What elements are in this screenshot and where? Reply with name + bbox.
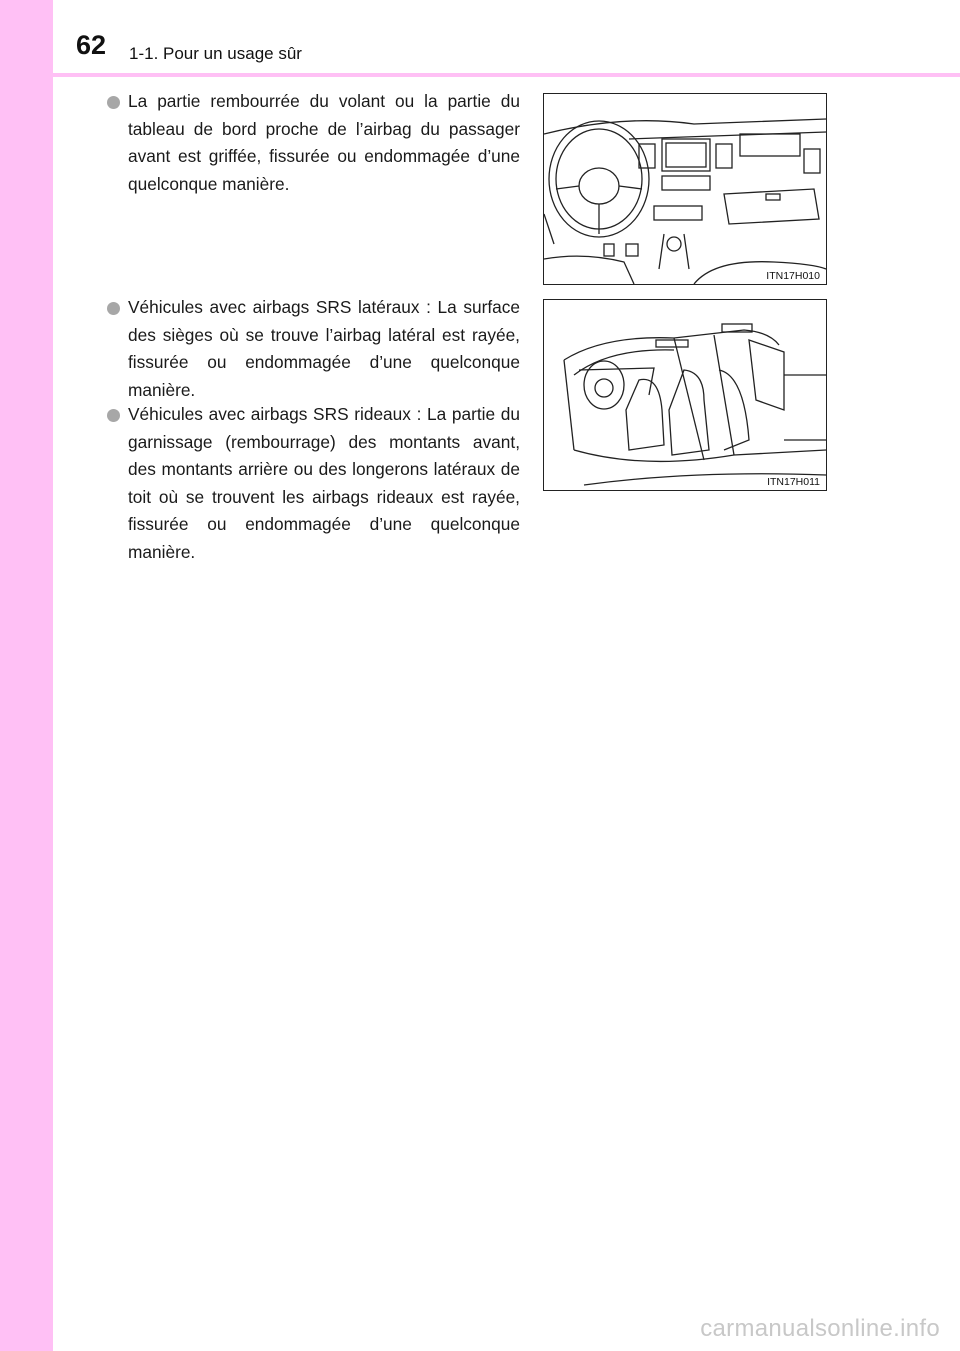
section-title: 1-1. Pour un usage sûr xyxy=(129,44,302,63)
figure-code: ITN17H011 xyxy=(767,476,820,488)
side-color-band xyxy=(0,0,53,1351)
bullet-text: La partie rembourrée du volant ou la partie du tableau de bord proche de l’airbag du passager avant est griffée, fissurée ou endommagée d’une quelconque manière. xyxy=(128,91,520,194)
header-rule xyxy=(0,73,960,77)
bullet-item-2 xyxy=(128,294,520,404)
figure-dashboard xyxy=(543,93,827,285)
bullet-dot-icon xyxy=(107,96,120,109)
figure-code: ITN17H010 xyxy=(766,270,820,282)
bullet-text: Véhicules avec airbags SRS latéraux : La surface des sièges où se trouve l’airbag latéral est rayée, fissurée ou endommagée d’une quelconque manière. xyxy=(128,297,520,400)
bullet-item-1 xyxy=(128,88,520,198)
page-number: 62 xyxy=(76,30,107,60)
bullet-text: Véhicules avec airbags SRS rideaux : La partie du garnissage (rembourrage) des montants avant, des montants arrière ou des longerons latéraux de toit où se trouvent les airbags rideaux est rayée, fissurée ou endommagée d’une quelconque manière. xyxy=(128,404,520,562)
figure-cabin xyxy=(543,299,827,491)
watermark: carmanualsonline.info xyxy=(700,1315,940,1342)
cabin-airbag-illustration-icon xyxy=(544,300,826,490)
bullet-dot-icon xyxy=(107,409,120,422)
dashboard-illustration-icon xyxy=(544,94,826,284)
bullet-item-3 xyxy=(128,401,520,566)
bullet-dot-icon xyxy=(107,302,120,315)
